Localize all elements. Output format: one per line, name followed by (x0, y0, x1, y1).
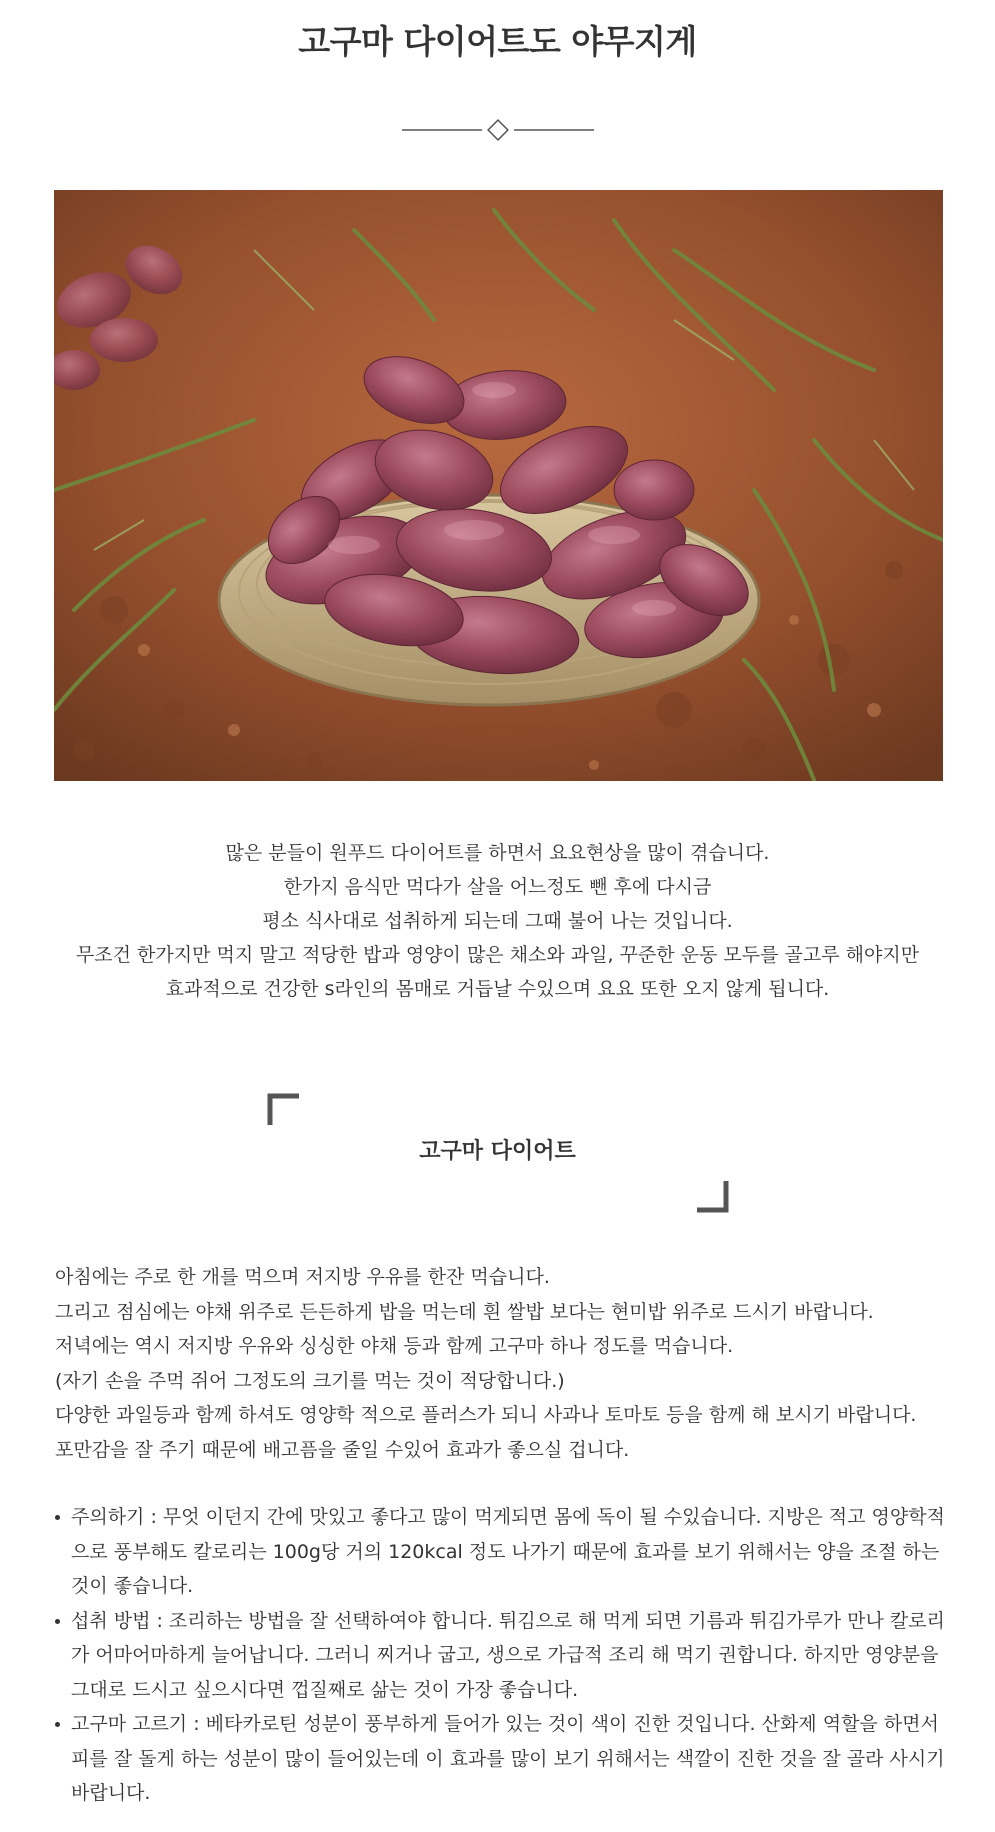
intro-line: 효과적으로 건강한 s라인의 몸매로 거듭날 수있으며 요요 또한 오지 않게 됩니다. (165, 978, 830, 1000)
body-paragraph: (자기 손을 주먹 쥐어 그정도의 크기를 먹는 것이 적당합니다.) (55, 1369, 565, 1392)
tip-item: 고구마 고르기 : 베타카로틴 성분이 풍부하게 들어가 있는 것이 색이 진한 것입니다. 산화제 역할을 하면서 피를 잘 돌게 하는 성분이 많이 들어있는데 이 효과를 많이 보기 위해서는 색깔이 진한 것을 잘 골라 사시기 바랍니다. (55, 1707, 945, 1811)
section-title: 고구마 다이어트 (419, 1139, 576, 1164)
diamond-icon (488, 120, 508, 140)
bracket-bottom-right-icon (697, 1181, 729, 1213)
body-paragraph: 그리고 점심에는 야채 위주로 든든하게 밥을 먹는데 흰 쌀밥 보다는 현미밥 위주로 드시기 바랍니다. (55, 1300, 874, 1323)
tip-item: 주의하기 : 무엇 이던지 간에 맛있고 좋다고 많이 먹게되면 몸에 독이 될 수있습니다. 지방은 적고 영양학적으로 풍부해도 칼로리는 100g당 거의 120kcal 정도 나가기 때문에 효과를 보기 위해서는 양을 조절 하는 것이 좋습니다. (55, 1500, 945, 1604)
intro-line: 한가지 음식만 먹다가 살을 어느정도 뺀 후에 다시금 (283, 876, 712, 898)
body-paragraph: 저녁에는 역시 저지방 우유와 싱싱한 야채 등과 함께 고구마 하나 정도를 먹습니다. (55, 1335, 734, 1357)
sweet-potato-photo (54, 190, 943, 781)
section-body (55, 1260, 955, 1467)
sweet-potato-harvest-photo (54, 190, 943, 781)
intro-line: 많은 분들이 원푸드 다이어트를 하면서 요요현상을 많이 겪습니다. (225, 842, 770, 864)
title-divider (402, 119, 594, 141)
body-paragraph: 포만감을 잘 주기 때문에 배고픔을 줄일 수있어 효과가 좋으실 겁니다. (55, 1438, 630, 1461)
tip-item: 섭취 방법 : 조리하는 방법을 잘 선택하여야 합니다. 튀김으로 해 먹게 되면 기름과 튀김가루가 만나 칼로리가 어마어마하게 늘어납니다. 그러니 찌거나 굽고, 생으로 가급적 조리 해 먹기 권합니다. 하지만 영양분을 그대로 드시고 싶으시다면 껍질째로 삶는 것이 가장 좋습니다. (55, 1604, 945, 1708)
tips-list (55, 1500, 945, 1811)
page-title: 고구마 다이어트도 야무지게 (298, 22, 697, 61)
intro-line: 평소 식사대로 섭취하게 되는데 그때 불어 나는 것입니다. (262, 910, 733, 932)
bracket-top-left-icon (267, 1093, 299, 1125)
intro-line: 무조건 한가지만 먹지 말고 적당한 밥과 영양이 많은 채소와 과일, 꾸준한 운동 모두를 골고루 해야지만 (75, 944, 920, 966)
body-paragraph: 다양한 과일등과 함께 하셔도 영양학 적으로 플러스가 되니 사과나 토마토 등을 함께 해 보시기 바랍니다. (55, 1404, 917, 1426)
body-paragraph: 아침에는 주로 한 개를 먹으며 저지방 우유를 한잔 먹습니다. (55, 1266, 550, 1288)
intro-text (30, 836, 965, 1006)
